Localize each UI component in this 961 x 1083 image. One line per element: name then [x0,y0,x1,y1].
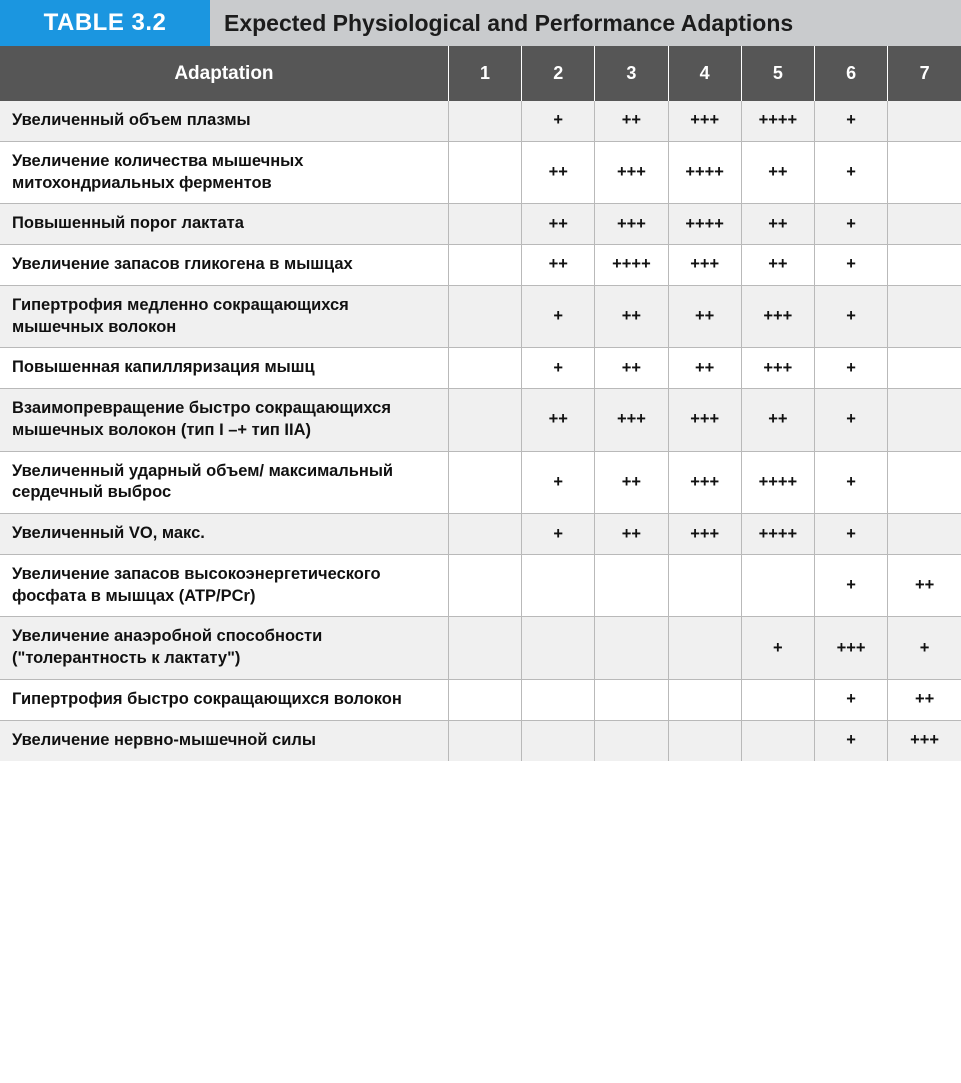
table-row [0,245,961,286]
table-row [0,101,961,141]
cell-rating-4 [668,554,741,617]
cell-rating-7 [888,389,961,452]
cell-rating-4: ++ [668,285,741,348]
cell-rating-4: +++ [668,451,741,514]
cell-rating-1 [448,348,521,389]
cell-adaptation: Увеличенный VO, макс. [0,514,448,555]
cell-adaptation: Увеличенный ударный объем/ максимальный сердечный выброс [0,451,448,514]
cell-rating-4 [668,720,741,760]
cell-rating-6: +++ [814,617,887,680]
cell-rating-4 [668,617,741,680]
cell-rating-4 [668,680,741,721]
cell-rating-7: ++ [888,554,961,617]
cell-rating-1 [448,720,521,760]
cell-rating-6: + [814,204,887,245]
cell-rating-1 [448,451,521,514]
cell-rating-1 [448,285,521,348]
cell-rating-4: ++++ [668,141,741,204]
cell-adaptation: Увеличение анаэробной способности ("толерантность к лактату") [0,617,448,680]
cell-rating-5: ++ [741,204,814,245]
table-row [0,680,961,721]
cell-rating-1 [448,514,521,555]
cell-rating-2 [522,617,595,680]
cell-rating-3 [595,680,668,721]
cell-rating-7 [888,141,961,204]
cell-rating-5 [741,554,814,617]
cell-rating-5 [741,720,814,760]
column-header-5: 5 [741,46,814,101]
table-row [0,285,961,348]
cell-rating-1 [448,554,521,617]
cell-rating-7 [888,348,961,389]
cell-rating-6: + [814,680,887,721]
cell-rating-5: + [741,617,814,680]
cell-rating-3: +++ [595,389,668,452]
cell-rating-4: +++ [668,389,741,452]
cell-rating-5: ++++ [741,514,814,555]
cell-rating-3 [595,617,668,680]
cell-rating-7 [888,101,961,141]
cell-rating-5 [741,680,814,721]
cell-rating-3 [595,554,668,617]
cell-rating-6: + [814,348,887,389]
cell-adaptation: Увеличение запасов гликогена в мышцах [0,245,448,286]
table-row [0,389,961,452]
cell-rating-3: ++++ [595,245,668,286]
cell-rating-2: ++ [522,204,595,245]
cell-rating-2: + [522,285,595,348]
cell-rating-2 [522,720,595,760]
cell-rating-4: +++ [668,101,741,141]
cell-rating-6: + [814,451,887,514]
column-header-3: 3 [595,46,668,101]
table-title-bar [0,0,961,46]
table-number-badge: TABLE 3.2 [0,0,210,46]
cell-rating-3: ++ [595,514,668,555]
cell-rating-2: ++ [522,245,595,286]
cell-rating-1 [448,617,521,680]
cell-adaptation: Гипертрофия быстро сокращающихся волокон [0,680,448,721]
cell-rating-1 [448,204,521,245]
cell-rating-7 [888,514,961,555]
cell-adaptation: Увеличение нервно-мышечной силы [0,720,448,760]
cell-rating-3 [595,720,668,760]
table-body [0,101,961,761]
header-row [0,46,961,101]
cell-rating-2 [522,554,595,617]
cell-rating-4: ++++ [668,204,741,245]
column-header-2: 2 [522,46,595,101]
cell-rating-6: + [814,285,887,348]
cell-rating-5: ++ [741,141,814,204]
table-row [0,204,961,245]
cell-rating-3: +++ [595,141,668,204]
cell-rating-4: +++ [668,245,741,286]
cell-rating-5: ++ [741,389,814,452]
cell-rating-2: + [522,514,595,555]
cell-rating-2: + [522,101,595,141]
cell-adaptation: Гипертрофия медленно сокращающихся мышечных волокон [0,285,448,348]
cell-rating-5: +++ [741,348,814,389]
cell-rating-6: + [814,720,887,760]
cell-rating-7 [888,245,961,286]
cell-rating-6: + [814,514,887,555]
cell-rating-2 [522,680,595,721]
cell-rating-1 [448,141,521,204]
cell-rating-1 [448,680,521,721]
cell-adaptation: Увеличение количества мышечных митохондриальных ферментов [0,141,448,204]
cell-rating-5: ++++ [741,101,814,141]
cell-rating-7: ++ [888,680,961,721]
table-row [0,514,961,555]
cell-rating-7 [888,204,961,245]
cell-rating-6: + [814,141,887,204]
cell-rating-3: ++ [595,451,668,514]
cell-rating-4: +++ [668,514,741,555]
table-row [0,554,961,617]
cell-adaptation: Взаимопревращение быстро сокращающихся мышечных волокон (тип I –+ тип IIA) [0,389,448,452]
column-header-adaptation: Adaptation [0,46,448,101]
cell-rating-2: + [522,451,595,514]
cell-rating-3: +++ [595,204,668,245]
cell-rating-1 [448,245,521,286]
table-title: Expected Physiological and Performance Adaptions [224,9,794,36]
table-row [0,451,961,514]
cell-rating-6: + [814,101,887,141]
table-row [0,141,961,204]
cell-rating-5: ++ [741,245,814,286]
adaptations-table [0,46,961,761]
cell-rating-7: + [888,617,961,680]
cell-adaptation: Повышенный порог лактата [0,204,448,245]
table-row [0,617,961,680]
cell-rating-1 [448,101,521,141]
table-row [0,348,961,389]
cell-rating-6: + [814,245,887,286]
cell-rating-3: ++ [595,285,668,348]
cell-rating-2: ++ [522,141,595,204]
cell-rating-4: ++ [668,348,741,389]
cell-rating-3: ++ [595,101,668,141]
cell-rating-6: + [814,554,887,617]
cell-rating-5: ++++ [741,451,814,514]
table-header [0,46,961,101]
column-header-4: 4 [668,46,741,101]
column-header-1: 1 [448,46,521,101]
cell-rating-3: ++ [595,348,668,389]
cell-rating-7 [888,451,961,514]
cell-adaptation: Повышенная капилляризация мышц [0,348,448,389]
cell-rating-7 [888,285,961,348]
cell-adaptation: Увеличенный объем плазмы [0,101,448,141]
cell-rating-5: +++ [741,285,814,348]
cell-rating-1 [448,389,521,452]
cell-rating-2: + [522,348,595,389]
column-header-6: 6 [814,46,887,101]
table-row [0,720,961,760]
column-header-7: 7 [888,46,961,101]
cell-rating-2: ++ [522,389,595,452]
cell-adaptation: Увеличение запасов высокоэнергетического фосфата в мышцах (ATP/PCr) [0,554,448,617]
cell-rating-7: +++ [888,720,961,760]
cell-rating-6: + [814,389,887,452]
